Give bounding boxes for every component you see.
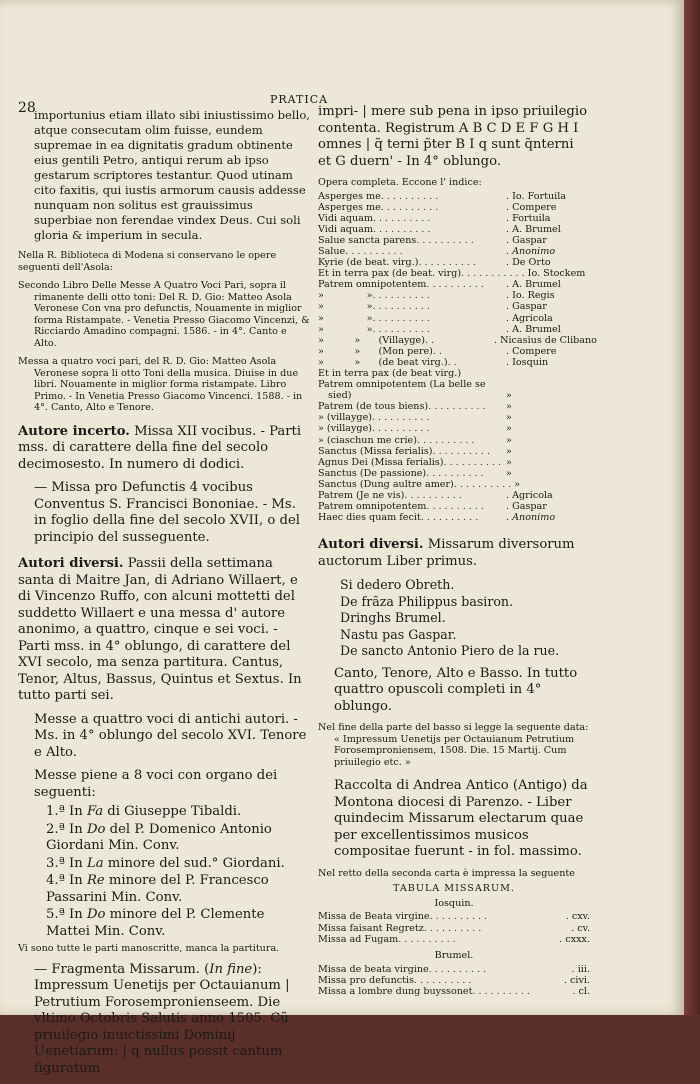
index-table <box>318 190 597 524</box>
index-row: Agnus Dei (Missa ferialis) .......... » <box>318 456 512 468</box>
index-row: Sanctus (Dung aultre amer) .......... » <box>318 478 521 490</box>
index-row: Vidi aquam .......... . A. Brumel <box>318 223 561 235</box>
table-row: Missa faisant Regretz .......... . cv. <box>318 922 590 934</box>
index-row: » » (Villayge) .. . Nicasius de Clibano <box>318 334 597 346</box>
page-number: 28 <box>18 100 36 116</box>
index-row: » » .......... . Io. Regis <box>318 290 555 302</box>
book-spine <box>684 0 700 1015</box>
index-row: » » .......... . Gaspar <box>318 301 547 313</box>
index-intro: Opera completa. Eccone l' indice: <box>318 177 482 188</box>
tabula-heading-josquin: Iosquin. <box>434 897 474 909</box>
entry-note-retto: Nel retto della seconda carta è impressa la seguente <box>318 867 575 879</box>
tabula-brumel <box>318 964 590 998</box>
entry-heading: Autore incerto. <box>18 423 130 439</box>
index-row: Asperges me .......... . Compere <box>318 201 557 213</box>
index-row: » » .......... . A. Brumel <box>318 323 561 335</box>
index-row: Sanctus (Missa ferialis) .......... » <box>318 445 512 457</box>
list-item: 1.ª In Fa di Giuseppe Tibaldi. <box>46 804 242 819</box>
entry-secondo-libro: Secondo Libro Delle Messe A Quatro Voci Pari, sopra il rimanente delli otto toni: Del R. D. Gio: Matteo Asola Veronese Con vna pro defunctis, Nouamente in miglior forma Ristampate. - Venetia Presso Giacomo Vincenzi, & Ricciardo Amadino compagni. 1586. - in 4°. Canto e Alto. <box>18 280 310 349</box>
index-row: Vidi aquam .......... . Fortuila <box>318 212 551 224</box>
masses-list <box>18 804 310 940</box>
entry-note-basso: Nel fine della parte del basso si legge la seguente data: « Impressum Uenetijs per Octauianum Petrutium Forosemproniensem, 1508. Die. 15 Martij. Cum priuilegio etc. » <box>318 722 589 768</box>
entry-body: Missarum diversorum auctorum Liber primus. <box>318 537 575 569</box>
entry-messa-quatro: Messa a quatro voci pari, del R. D. Gio: Matteo Asola Veronese sopra li otto Toni della musica. Diuise in due libri. Nouamente in miglior forma ristampate. Libro Primo. - In Venetia Presso Giacomo Vincenci. 1588. - in 4°. Canto, Alto e Tenore. <box>18 356 303 413</box>
index-row: Et in terra pax (de beat. virg) .......... . Io. Stockem <box>318 268 586 280</box>
index-row: Patrem omnipotentem (La belle se sied) » <box>318 379 512 402</box>
tabula-josquin <box>318 911 590 945</box>
index-row: Sanctus (De passione) .......... » <box>318 467 512 479</box>
masses-note: Vi sono tutte le parti manoscritte, manca la partitura. <box>18 943 280 954</box>
entry-raccolta-antico: Raccolta di Andrea Antico (Antigo) da Montona diocesi di Parenzo. - Liber quindecim Missarum electarum quae per excellentissimos musicos compositae fuerunt - in fol. massimo. <box>334 778 588 860</box>
table-row: Missa pro defunctis .......... . civi. <box>318 975 590 986</box>
index-row: Salue .......... . Anonimo <box>318 245 556 257</box>
entry-heading: Autori diversi. <box>318 537 424 553</box>
paragraph-modena: Nella R. Biblioteca di Modena si conservano le opere seguenti dell'Asola: <box>18 250 277 273</box>
entry-heading: Autori diversi. <box>18 556 124 571</box>
index-row: Et in terra pax (de beat virg.) <box>318 368 462 379</box>
index-row: Haec dies quam fecit .......... . Anonimo <box>318 512 556 524</box>
paragraph-continuation: importunius etiam illato sibi iniustissimo bello, atque consecutam olim fuisse, eundem supremae in ea dignitatis gradum obtinente eius gentili Petro, antiqui rerum ab ipso gestarum scriptores testantur. Quod utinam cito faxitis, qui iustis armorum causis addesse nunquam non solitus est grauissimus superbiae non ferendae vindex Deus. Cui soli gloria & imperium in secula. <box>34 108 310 242</box>
table-row: Missa de Beata virgine .......... . cxv. <box>318 911 590 923</box>
index-row: Kyrie (de beat. virg.) .......... . De Orto <box>318 257 551 269</box>
list-item: Dringhs Brumel. <box>340 610 446 626</box>
entry-body: Passii della settimana santa di Maitre Jan, di Adriano Willaert, e di Vincenzo Ruffo, con alcuni mottetti del suddetto Willaert e una messa d' autore anonimo, a quattro, cinque e sei voci. - Parti mss. in 4° oblungo, di carattere del XVI secolo, ma senza partitura. Cantus, Tenor, Altus, Bassus, Quintus et Sextus. In tutto parti sei. <box>18 556 302 703</box>
entry-parts: Canto, Tenore, Alto e Basso. In tutto quattro opuscoli completi in 4° oblungo. <box>334 665 578 714</box>
running-title: PRATICA <box>270 93 329 106</box>
list-item: 4.ª In Re minore del P. Francesco Passarini Min. Conv. <box>46 873 269 905</box>
entry-autore-incerto <box>18 424 310 474</box>
list-item: De frãza Philippus basiron. <box>340 593 514 609</box>
entry-body: Missa XII vocibus. - Parti mss. di carattere della fine del secolo decimosesto. In numero di dodici. <box>18 423 302 472</box>
entry-autori-diversi-2 <box>318 537 590 570</box>
index-row: » (ciaschun me crie) .......... » <box>318 434 512 446</box>
index-row: » (villayge) .......... » <box>318 423 512 435</box>
tabula-title: TABULA MISSARUM. <box>393 883 515 895</box>
index-row: Patrem (Je ne vis) .......... . Agricola <box>318 490 553 502</box>
entry-messe-quattro: Messe a quattro voci di antichi autori. - Ms. in 4° oblungo del secolo XVI. Tenore e Alto. <box>34 711 307 760</box>
tabula-heading-brumel: Brumel. <box>434 950 474 962</box>
index-row: » (villayge) .......... » <box>318 412 512 424</box>
index-row: Asperges me .......... . Io. Fortuila <box>318 190 566 202</box>
index-row: » » .......... . Agricola <box>318 312 553 324</box>
table-row: Missa de beata virgine .......... . iii. <box>318 963 590 975</box>
entry-autori-diversi <box>18 556 310 705</box>
entry-messe-piene: Messe piene a 8 voci con organo dei seguenti: <box>34 768 278 800</box>
list-item: Nastu pas Gaspar. <box>340 626 457 642</box>
index-row: Patrem (de tous biens) .......... » <box>318 401 512 413</box>
right-column <box>318 104 597 998</box>
list-item: 2.ª In Do del P. Domenico Antonio Giordani Min. Conv. <box>46 821 272 853</box>
table-row: Missa ad Fugam .......... . cxxx. <box>318 933 590 945</box>
index-row: » » (Mon pere) .. . Compere <box>318 345 557 357</box>
list-item: 5.ª In Do minore del P. Clemente Mattei Min. Conv. <box>46 907 265 939</box>
list-item: Si dedero Obreth. <box>340 577 455 593</box>
missarum-contents <box>318 577 590 660</box>
list-item: 3.ª In La minore del sud.° Giordani. <box>46 855 285 871</box>
entry-fragmenta-continued: impri- | mere sub pena in ipso priuilegio contenta. Registrum A B C D E F G H I omnes | q̃ terni p̃ter B I q sunt q̃nterni et G duern' - In 4° oblungo. <box>318 104 588 169</box>
list-item: De sancto Antonio Piero de la rue. <box>340 643 560 659</box>
index-row: Salue sancta parens .......... . Gaspar <box>318 234 547 246</box>
left-column <box>18 108 310 1084</box>
entry-missa-defunctis: — Missa pro Defunctis 4 vocibus Conventus S. Francisci Bononiae. - Ms. in foglio della fine del secolo XVII, o del principio del susseguente. <box>34 480 300 545</box>
index-row: Patrem omnipotentem .......... . A. Brumel <box>318 279 561 291</box>
index-row: » » (de beat virg.) .. . Iosquin <box>318 356 549 368</box>
entry-fragmenta: — Fragmenta Missarum. (In fine): Impressum Uenetijs per Octauianum | Petrutium Forosempronienseem. Die vltimo Octobris Salutis anno 1505. Cũ priuilegio inuictissimi Dominij Uenetiarum: | q nullus possit cantum figuratum <box>34 961 290 1076</box>
index-row: Patrem omnipotentem .......... . Gaspar <box>318 501 547 513</box>
table-row: Missa a lombre dung buyssonet .......... . cl. <box>318 986 590 998</box>
